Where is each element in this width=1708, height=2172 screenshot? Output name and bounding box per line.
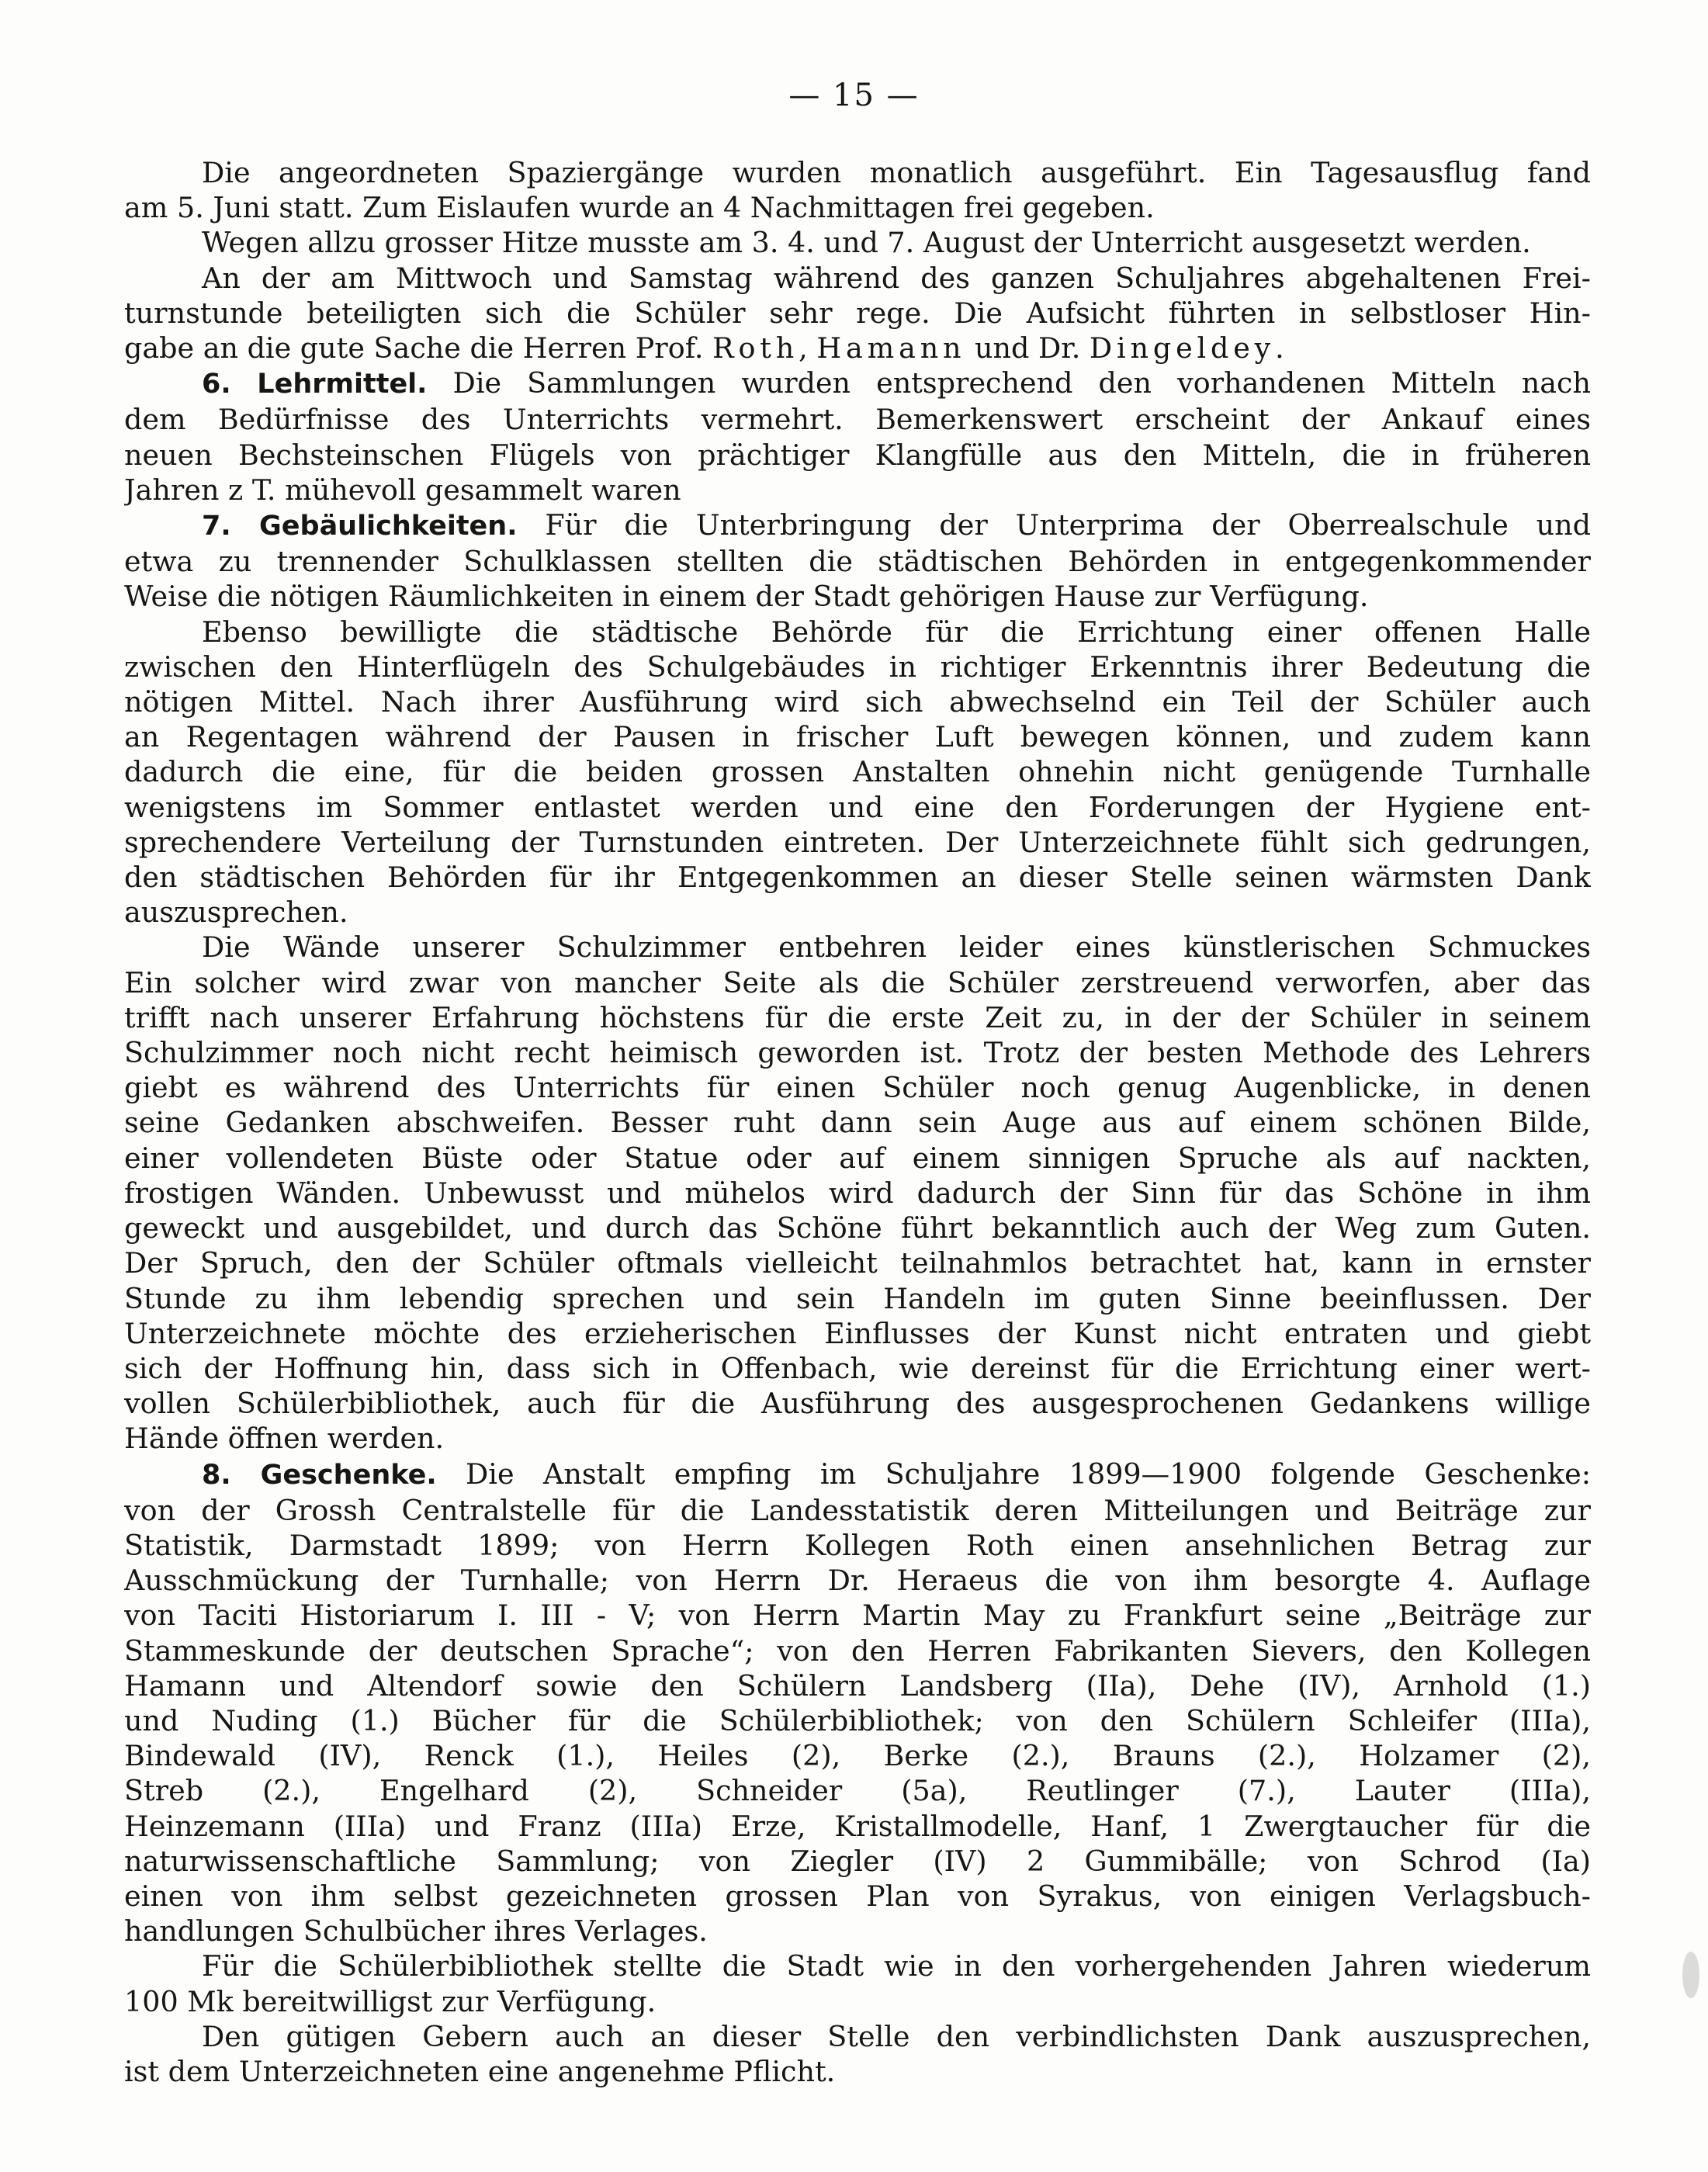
- text-line: Stunde zu ihm lebendig sprechen und sein Handeln im guten Sinne beeinflussen. Der: [124, 1281, 1591, 1315]
- text-line: Den gütigen Gebern auch an dieser Stelle den verbindlichsten Dank auszusprechen,: [202, 2019, 1591, 2053]
- text-line: von der Grossh Centralstelle für die Landesstatistik deren Mitteilungen und Beiträge zur: [124, 1493, 1591, 1527]
- text-line: neuen Bechsteinschen Flügels von prächtiger Klangfülle aus den Mitteln, die in früheren: [124, 438, 1591, 472]
- page-number: — 15 —: [788, 78, 920, 113]
- text-line: trifft nach unserer Erfahrung höchstens für die erste Zeit zu, in der der Schüler in seinem: [124, 1000, 1591, 1034]
- section-heading: 8. Geschenke.: [202, 1459, 437, 1491]
- text-line: Hände öffnen werden.: [124, 1422, 445, 1456]
- text-line: [124, 331, 1591, 365]
- text-line: an Regentagen während der Pausen in frischer Luft bewegen können, und zudem kann: [124, 720, 1591, 754]
- text-line: zwischen den Hinterflügeln des Schulgebäudes in richtiger Erkenntnis ihrer Bedeutung die: [124, 650, 1591, 684]
- text-segment: Die Sammlungen wurden entsprechend den vorhandenen Mitteln nach: [427, 366, 1591, 400]
- text-segment: gabe an die gute Sache die Herren Prof.: [124, 331, 713, 365]
- text-line: Für die Schülerbibliothek stellte die Stadt wie in den vorhergehenden Jahren wiederum: [202, 1949, 1591, 1983]
- text-line: nötigen Mittel. Nach ihrer Ausführung wird sich abwechselnd ein Teil der Schüler auch: [124, 685, 1591, 719]
- text-line: einer vollendeten Büste oder Statue oder auf einem sinnigen Spruche als auf nackten,: [124, 1141, 1591, 1175]
- text-line: Stammeskunde der deutschen Sprache“; von den Herren Fabrikanten Sievers, den Kollegen: [124, 1633, 1591, 1668]
- text-line: den städtischen Behörden für ihr Entgegenkommen an dieser Stelle seinen wärmsten Dank: [124, 861, 1591, 895]
- text-line: 100 Mk bereitwilligst zur Verfügung.: [124, 1984, 657, 2018]
- text-segment: Für die Unterbringung der Unterprima der Oberrealschule und: [517, 508, 1591, 542]
- text-line: von Taciti Historiarum I. III - V; von Herrn Martin May zu Frankfurt seine „Beiträge zur: [124, 1599, 1591, 1633]
- text-line: frostigen Wänden. Unbewusst und mühelos wird dadurch der Sinn für das Schöne in ihm: [124, 1176, 1591, 1210]
- text-line: sich der Hoffnung hin, dass sich in Offenbach, wie dereinst für die Errichtung einer wert-: [124, 1351, 1591, 1385]
- text-line: Ebenso bewilligte die städtische Behörde für die Errichtung einer offenen Halle: [202, 615, 1591, 649]
- text-line: Wegen allzu grosser Hitze musste am 3. 4. und 7. August der Unterricht ausgesetzt werden.: [202, 226, 1531, 260]
- person-name: Roth: [712, 331, 799, 365]
- section-line: [124, 1457, 1591, 1493]
- text-line: am 5. Juni statt. Zum Eislaufen wurde an 4 Nachmittagen frei gegeben.: [124, 191, 1155, 225]
- text-line: auszusprechen.: [124, 895, 348, 930]
- text-line: sprechendere Verteilung der Turnstunden eintreten. Der Unterzeichnete fühlt sich gedrungen,: [124, 825, 1591, 859]
- text-segment: ,: [799, 331, 817, 365]
- text-line: etwa zu trennender Schulklassen stellten die städtischen Behörden in entgegenkommender: [124, 545, 1591, 579]
- text-line: vollen Schülerbibliothek, auch für die Ausführung des ausgesprochenen Gedankens willige: [124, 1387, 1591, 1421]
- text-line: Statistik, Darmstadt 1899; von Herrn Kollegen Roth einen ansehnlichen Betrag zur: [124, 1528, 1591, 1562]
- text-line: Die angeordneten Spaziergänge wurden monatlich ausgeführt. Ein Tagesausflug fand: [202, 156, 1591, 189]
- text-line: naturwissenschaftliche Sammlung; von Ziegler (IV) 2 Gummibälle; von Schrod (Ia): [124, 1844, 1591, 1878]
- text-line: geweckt und ausgebildet, und durch das Schöne führt bekanntlich auch der Weg zum Guten.: [124, 1211, 1591, 1245]
- text-line: dem Bedürfnisse des Unterrichts vermehrt. Bemerkenswert erscheint der Ankauf eines: [124, 403, 1591, 437]
- text-line: und Nuding (1.) Bücher für die Schülerbibliothek; von den Schülern Schleifer (IIIa),: [124, 1703, 1591, 1737]
- text-line: An der am Mittwoch und Samstag während des ganzen Schuljahres abgehaltenen Frei-: [202, 261, 1591, 295]
- text-line: dadurch die eine, für die beiden grossen Anstalten ohnehin nicht genügende Turnhalle: [124, 755, 1591, 789]
- text-line: Unterzeichnete möchte des erzieherischen Einflusses der Kunst nicht entraten und giebt: [124, 1316, 1591, 1350]
- text-line: seine Gedanken abschweifen. Besser ruht dann sein Auge aus auf einem schönen Bilde,: [124, 1106, 1591, 1140]
- paper-blemish: [1682, 1952, 1699, 1998]
- text-line: Schulzimmer noch nicht recht heimisch geworden ist. Trotz der besten Methode des Lehrers: [124, 1036, 1591, 1070]
- text-line: Die Wände unserer Schulzimmer entbehren leider eines künstlerischen Schmuckes: [202, 930, 1591, 965]
- text-line: ist dem Unterzeichneten eine angenehme Pflicht.: [124, 2054, 836, 2088]
- text-line: Weise die nötigen Räumlichkeiten in einem der Stadt gehörigen Hause zur Verfügung.: [124, 580, 1369, 614]
- body-text: [124, 155, 1591, 2089]
- section-heading: 6. Lehrmittel.: [202, 369, 428, 400]
- text-line: handlungen Schulbücher ihres Verlages.: [124, 1914, 708, 1949]
- section-line: [124, 365, 1591, 402]
- text-line: Ein solcher wird zwar von mancher Seite als die Schüler zerstreuend verworfen, aber das: [124, 965, 1591, 999]
- text-line: wenigstens im Sommer entlastet werden und eine den Forderungen der Hygiene ent-: [124, 790, 1591, 824]
- text-line: turnstunde beteiligten sich die Schüler sehr rege. Die Aufsicht führten in selbstloser Hin-: [124, 296, 1591, 330]
- text-line: Ausschmückung der Turnhalle; von Herrn Dr. Heraeus die von ihm besorgte 4. Auflage: [124, 1564, 1591, 1598]
- person-name: Dingeldey: [1089, 331, 1276, 365]
- text-line: Bindewald (IV), Renck (1.), Heiles (2), Berke (2.), Brauns (2.), Holzamer (2),: [124, 1739, 1591, 1773]
- text-line: Streb (2.), Engelhard (2), Schneider (5a), Reutlinger (7.), Lauter (IIIa),: [124, 1774, 1591, 1808]
- section-line: [124, 507, 1591, 544]
- person-name: Hamann: [816, 331, 966, 365]
- text-segment: Die Anstalt empfing im Schuljahre 1899—1900 folgende Geschenke:: [436, 1457, 1591, 1491]
- section-heading: 7. Gebäulichkeiten.: [202, 511, 518, 542]
- text-segment: und Dr.: [965, 331, 1090, 365]
- text-line: Heinzemann (IIIa) und Franz (IIIa) Erze, Kristallmodelle, Hanf, 1 Zwergtaucher für die: [124, 1809, 1591, 1843]
- text-line: Der Spruch, den der Schüler oftmals vielleicht teilnahmlos betrachtet hat, kann in ernster: [124, 1246, 1591, 1280]
- text-segment: .: [1275, 331, 1284, 365]
- text-line: giebt es während des Unterrichts für einen Schüler noch genug Augenblicke, in denen: [124, 1071, 1591, 1105]
- text-line: Hamann und Altendorf sowie den Schülern Landsberg (IIa), Dehe (IV), Arnhold (1.): [124, 1668, 1591, 1703]
- text-line: einen von ihm selbst gezeichneten grossen Plan von Syrakus, von einigen Verlagsbuch-: [124, 1879, 1591, 1913]
- text-line: Jahren z T. mühevoll gesammelt waren: [124, 473, 681, 507]
